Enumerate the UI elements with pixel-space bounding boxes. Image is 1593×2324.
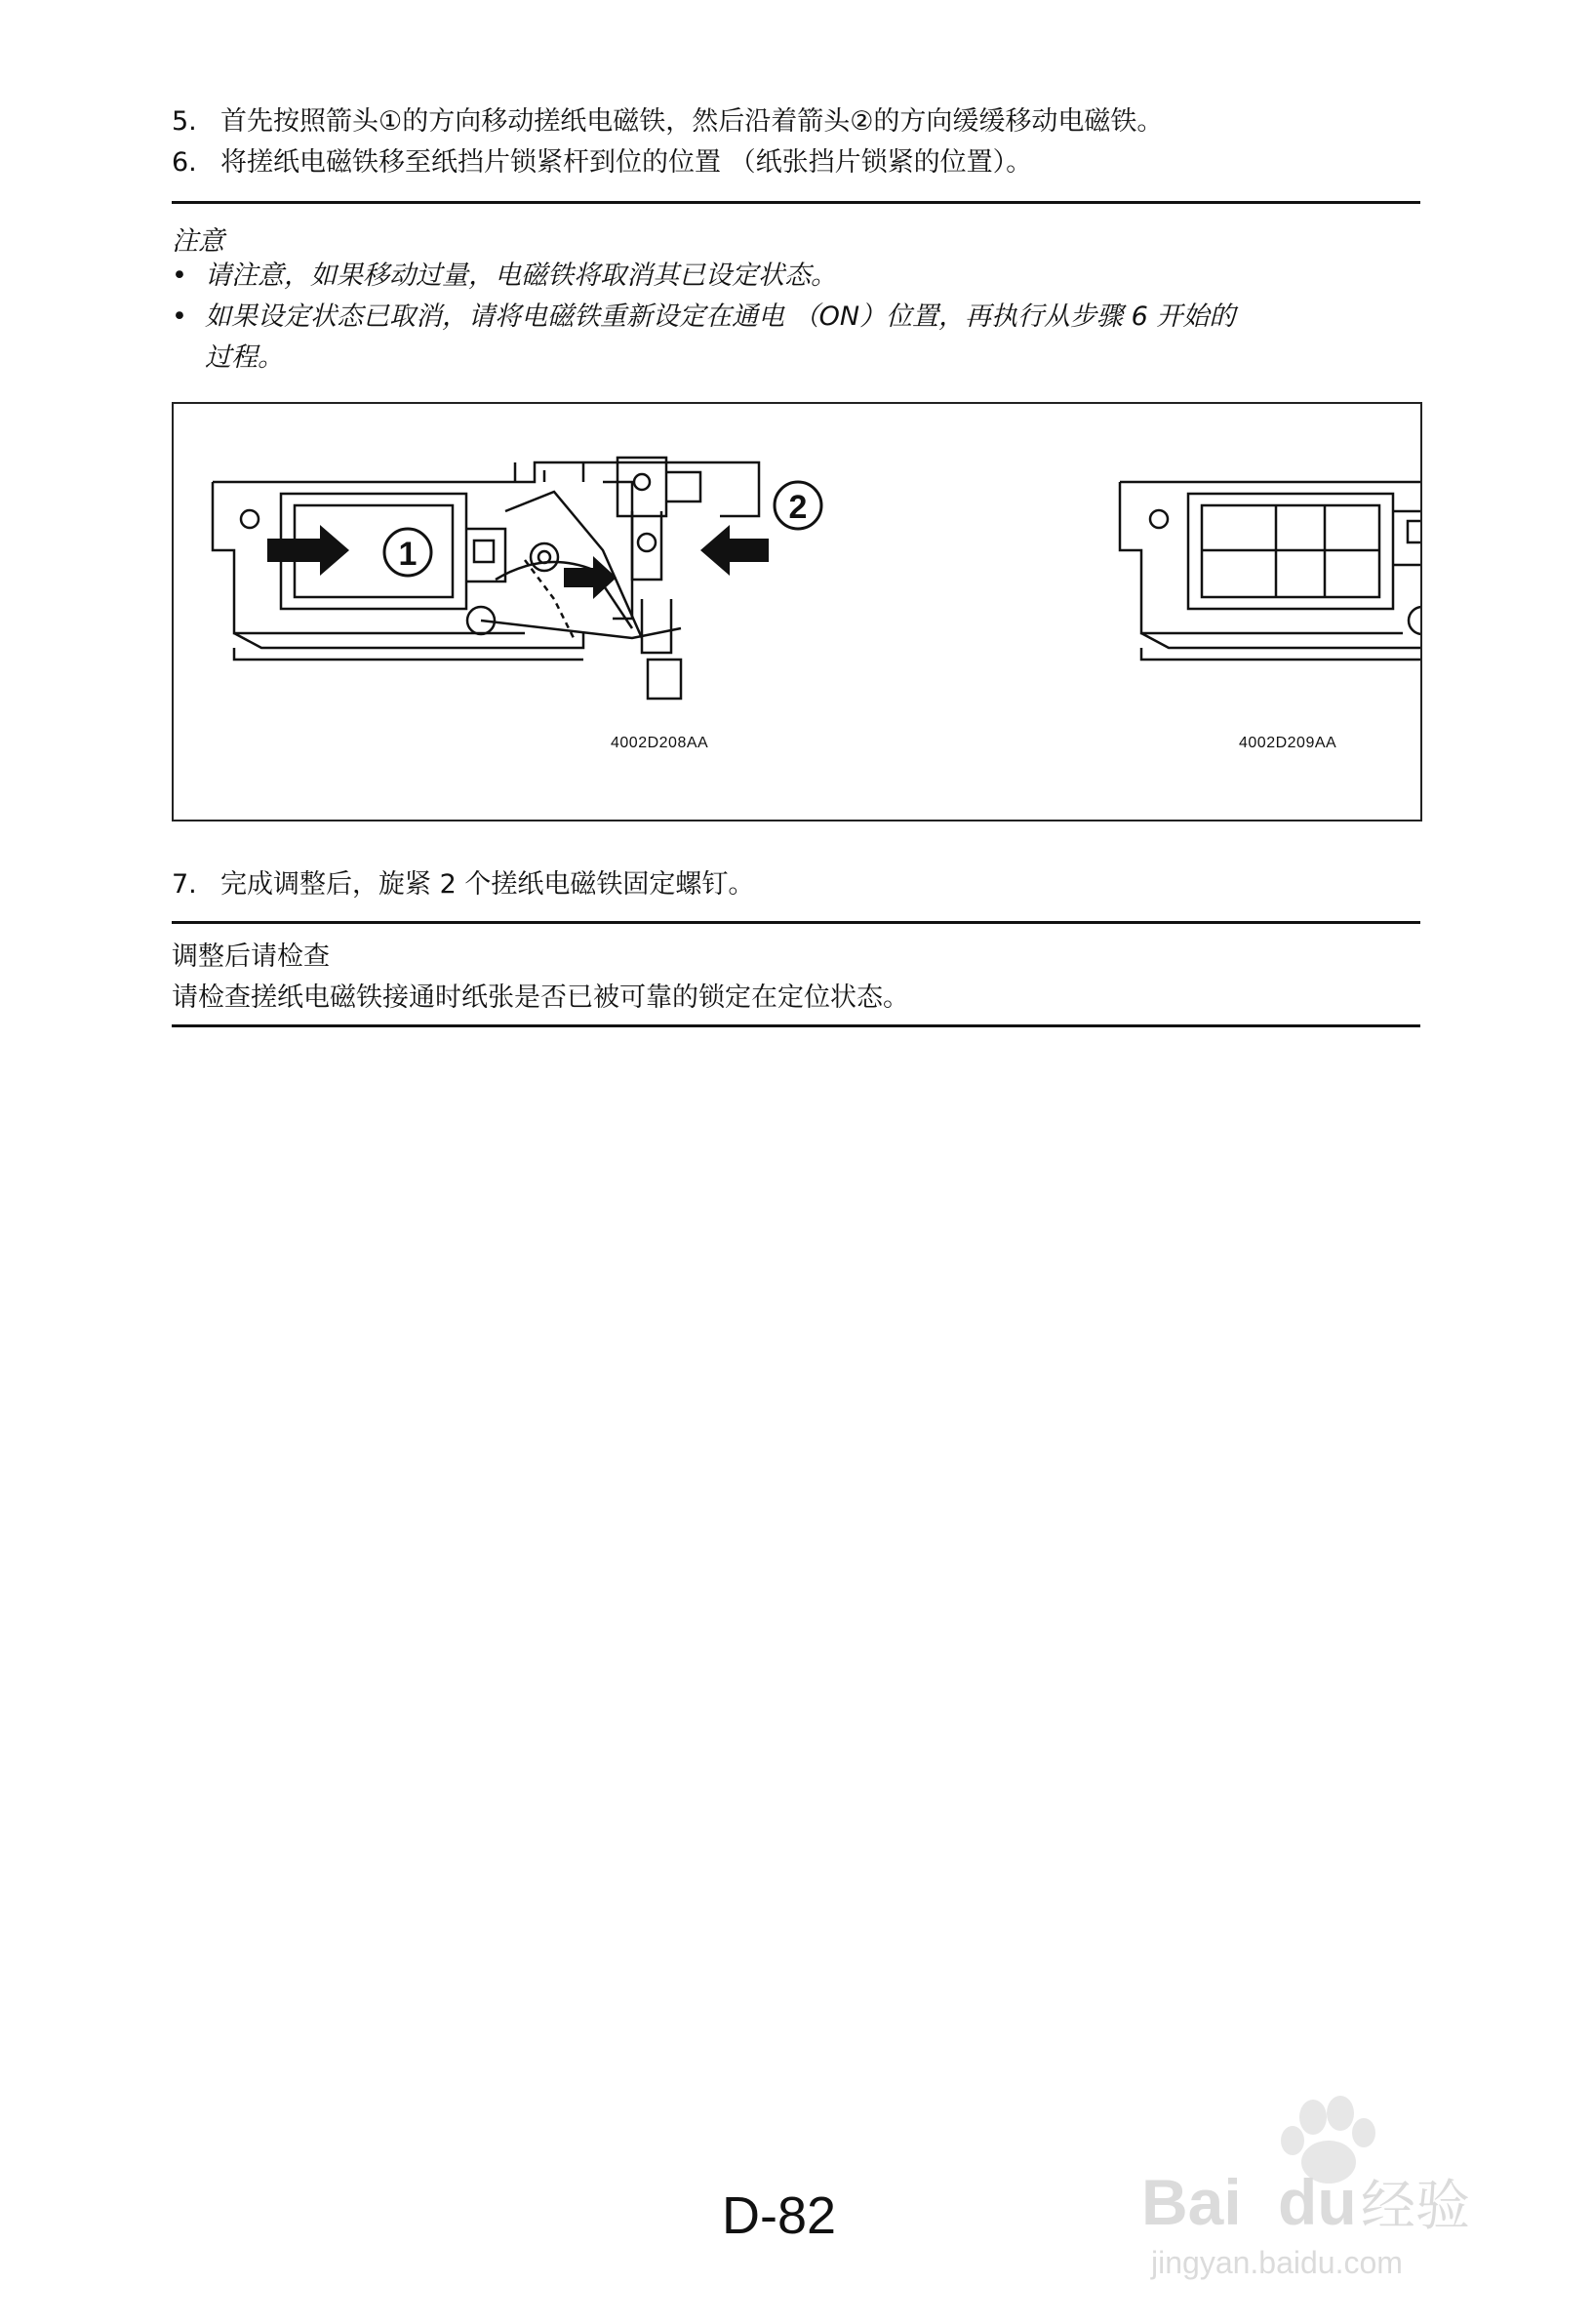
watermark-cn: 经验: [1361, 2175, 1470, 2236]
bullet-dot: •: [172, 301, 187, 332]
figure-code-left: 4002D208AA: [611, 735, 709, 751]
divider: [172, 201, 1420, 204]
bullet-text-continuation: 过程。: [205, 342, 284, 373]
step-number: 7.: [172, 869, 197, 900]
page-number: D-82: [722, 2186, 837, 2245]
divider: [172, 921, 1420, 924]
bullet-text: 如果设定状态已取消，请将电磁铁重新设定在通电 （ON）位置，再执行从步骤 6 开始的: [205, 301, 1236, 332]
right-mechanism-drawing: [1120, 462, 1420, 699]
check-title: 调整后请检查: [172, 942, 330, 972]
caution-bullet: [172, 297, 1235, 379]
step-6: [172, 144, 1032, 181]
watermark-brand: Bai: [1141, 2166, 1242, 2238]
left-mechanism-drawing: [213, 458, 759, 699]
step-number: 6.: [172, 147, 197, 178]
step-text: 完成调整后，旋紧 2 个搓纸电磁铁固定螺钉。: [220, 869, 755, 900]
watermark-url: jingyan.baidu.com: [1151, 2245, 1403, 2280]
paw-logo-icon: [1132, 2078, 1502, 2283]
caution-heading: 注意: [172, 226, 224, 257]
watermark-brand2: du: [1278, 2166, 1357, 2238]
bullet-dot: •: [172, 260, 187, 291]
step-7: [172, 866, 754, 903]
caution-bullet: [172, 256, 837, 297]
circled-number-label: 2: [788, 489, 808, 526]
divider: [172, 1024, 1420, 1027]
step-number: 5.: [172, 106, 197, 137]
step-text: 首先按照箭头①的方向移动搓纸电磁铁，然后沿着箭头②的方向缓缓移动电磁铁。: [220, 106, 1164, 137]
step-text: 将搓纸电磁铁移至纸挡片锁紧杆到位的位置 （纸张挡片锁紧的位置）。: [220, 147, 1033, 178]
step-5: [172, 103, 1163, 140]
baidu-watermark: [1132, 2078, 1502, 2283]
bullet-text: 请注意，如果移动过量，电磁铁将取消其已设定状态。: [205, 260, 837, 291]
circled-number-label: 1: [398, 536, 418, 573]
figure-box: [172, 402, 1422, 821]
check-body: 请检查搓纸电磁铁接通时纸张是否已被可靠的锁定在定位状态。: [172, 982, 909, 1013]
arrow-left-icon: [700, 525, 769, 576]
mechanism-illustration: [174, 404, 1420, 820]
arrow-right-icon: [267, 525, 349, 576]
figure-code-right: 4002D209AA: [1239, 735, 1337, 751]
